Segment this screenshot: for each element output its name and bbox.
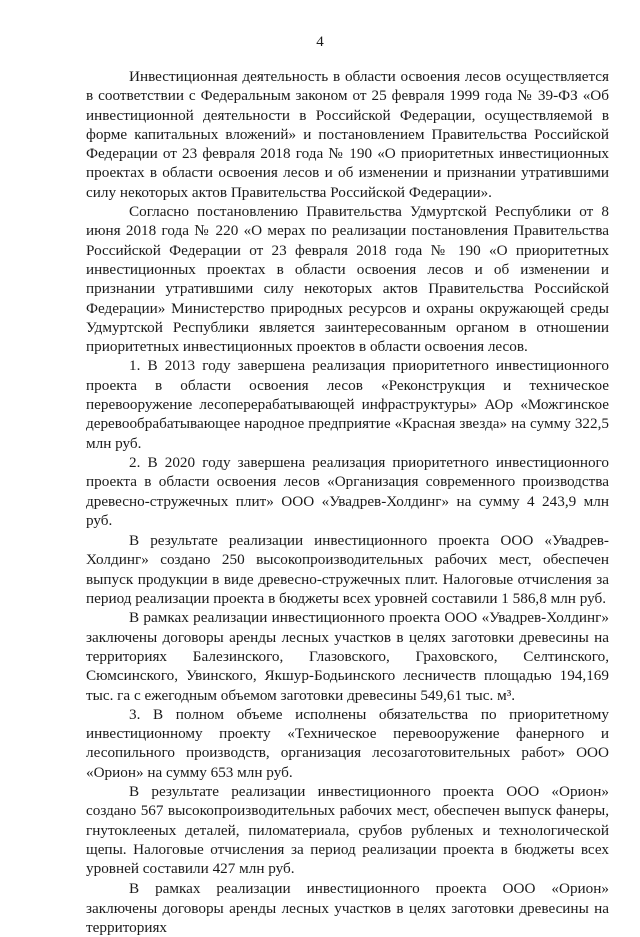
paragraph-uvadrev-leases: В рамках реализации инвестиционного проекта ООО «Увадрев-Холдинг» заключены договоры аренды лесных участков в целях заготовки древесины на территориях Балезинского, Глазовского, Граховского, Селтинского, Сюмсинского, Увинского, Якшур-Бодьинского лесничеств площадью 194,169 тыс. га с ежегодным объемом заготовки древесины 549,61 тыс. м³. [86,609,609,704]
paragraph-project-3: 3. В полном объеме исполнены обязательства по приоритетному инвестиционному проекту «Техническое перевооружение фанерного и лесопильного производств, организация лесозаготовительных работ» ООО «Орион» на сумму 653 млн руб. [86,705,609,781]
paragraph-investment-legislation: Инвестиционная деятельность в области освоения лесов осуществляется в соответствии с Федеральным законом от 25 февраля 1999 года № 39-ФЗ «Об инвестиционной деятельности в Российской Федерации, осуществляемой в форме капитальных вложений» и постановлением Правительства Российской Федерации от 23 февраля 2018 года № 190 «О приоритетных инвестиционных проектах в области освоения лесов и об изменении и признании утратившими силу некоторых актов Правительства Российской Федерации». [86,68,609,201]
paragraph-udmurt-resolution: Согласно постановлению Правительства Удмуртской Республики от 8 июня 2018 года № 220 «О мерах по реализации постановления Правительства Российской Федерации от 23 февраля 2018 года № 190 «О приоритетных инвестиционных проектах в области освоения лесов и об изменении и признании утратившими силу некоторых актов Правительства Российской Федерации» Министерство природных ресурсов и охраны окружающей среды Удмуртской Республики является заинтересованным органом в отношении приоритетных инвестиционных проектов в области освоения лесов. [86,203,609,356]
paragraph-project-2: 2. В 2020 году завершена реализация приоритетного инвестиционного проекта в области освоения лесов «Организация современного производства древесно-стружечных плит» ООО «Увадрев-Холдинг» на сумму 4 243,9 млн руб. [86,453,609,529]
page-number: 4 [316,34,324,50]
paragraph-uvadrev-results: В результате реализации инвестиционного проекта ООО «Увадрев-Холдинг» создано 250 высокопроизводительных рабочих мест, обеспечен выпуск продукции в виде древесно-стружечных плит. Налоговые отчисления за период реализации проекта в бюджеты всех уровней составили 1 586,8 млн руб. [86,532,609,608]
document-body [86,67,609,937]
paragraph-orion-leases: В рамках реализации инвестиционного проекта ООО «Орион» заключены договоры аренды лесных участков в целях заготовки древесины на территориях [86,880,609,937]
paragraph-project-1: 1. В 2013 году завершена реализация приоритетного инвестиционного проекта в области освоения лесов «Реконструкция и техническое перевооружение лесоперерабатывающей инфраструктуры» АОр «Можгинское деревообрабатывающее народное предприятие «Красная звезда» на сумму 322,5 млн руб. [86,357,609,452]
paragraph-orion-results: В результате реализации инвестиционного проекта ООО «Орион» создано 567 высокопроизводительных рабочих мест, обеспечен выпуск фанеры, гнутоклееных деталей, пиломатериала, срубов рубленых и технологической щепы. Налоговые отчисления за период реализации проекта в бюджеты всех уровней составили 427 млн руб. [86,782,609,878]
